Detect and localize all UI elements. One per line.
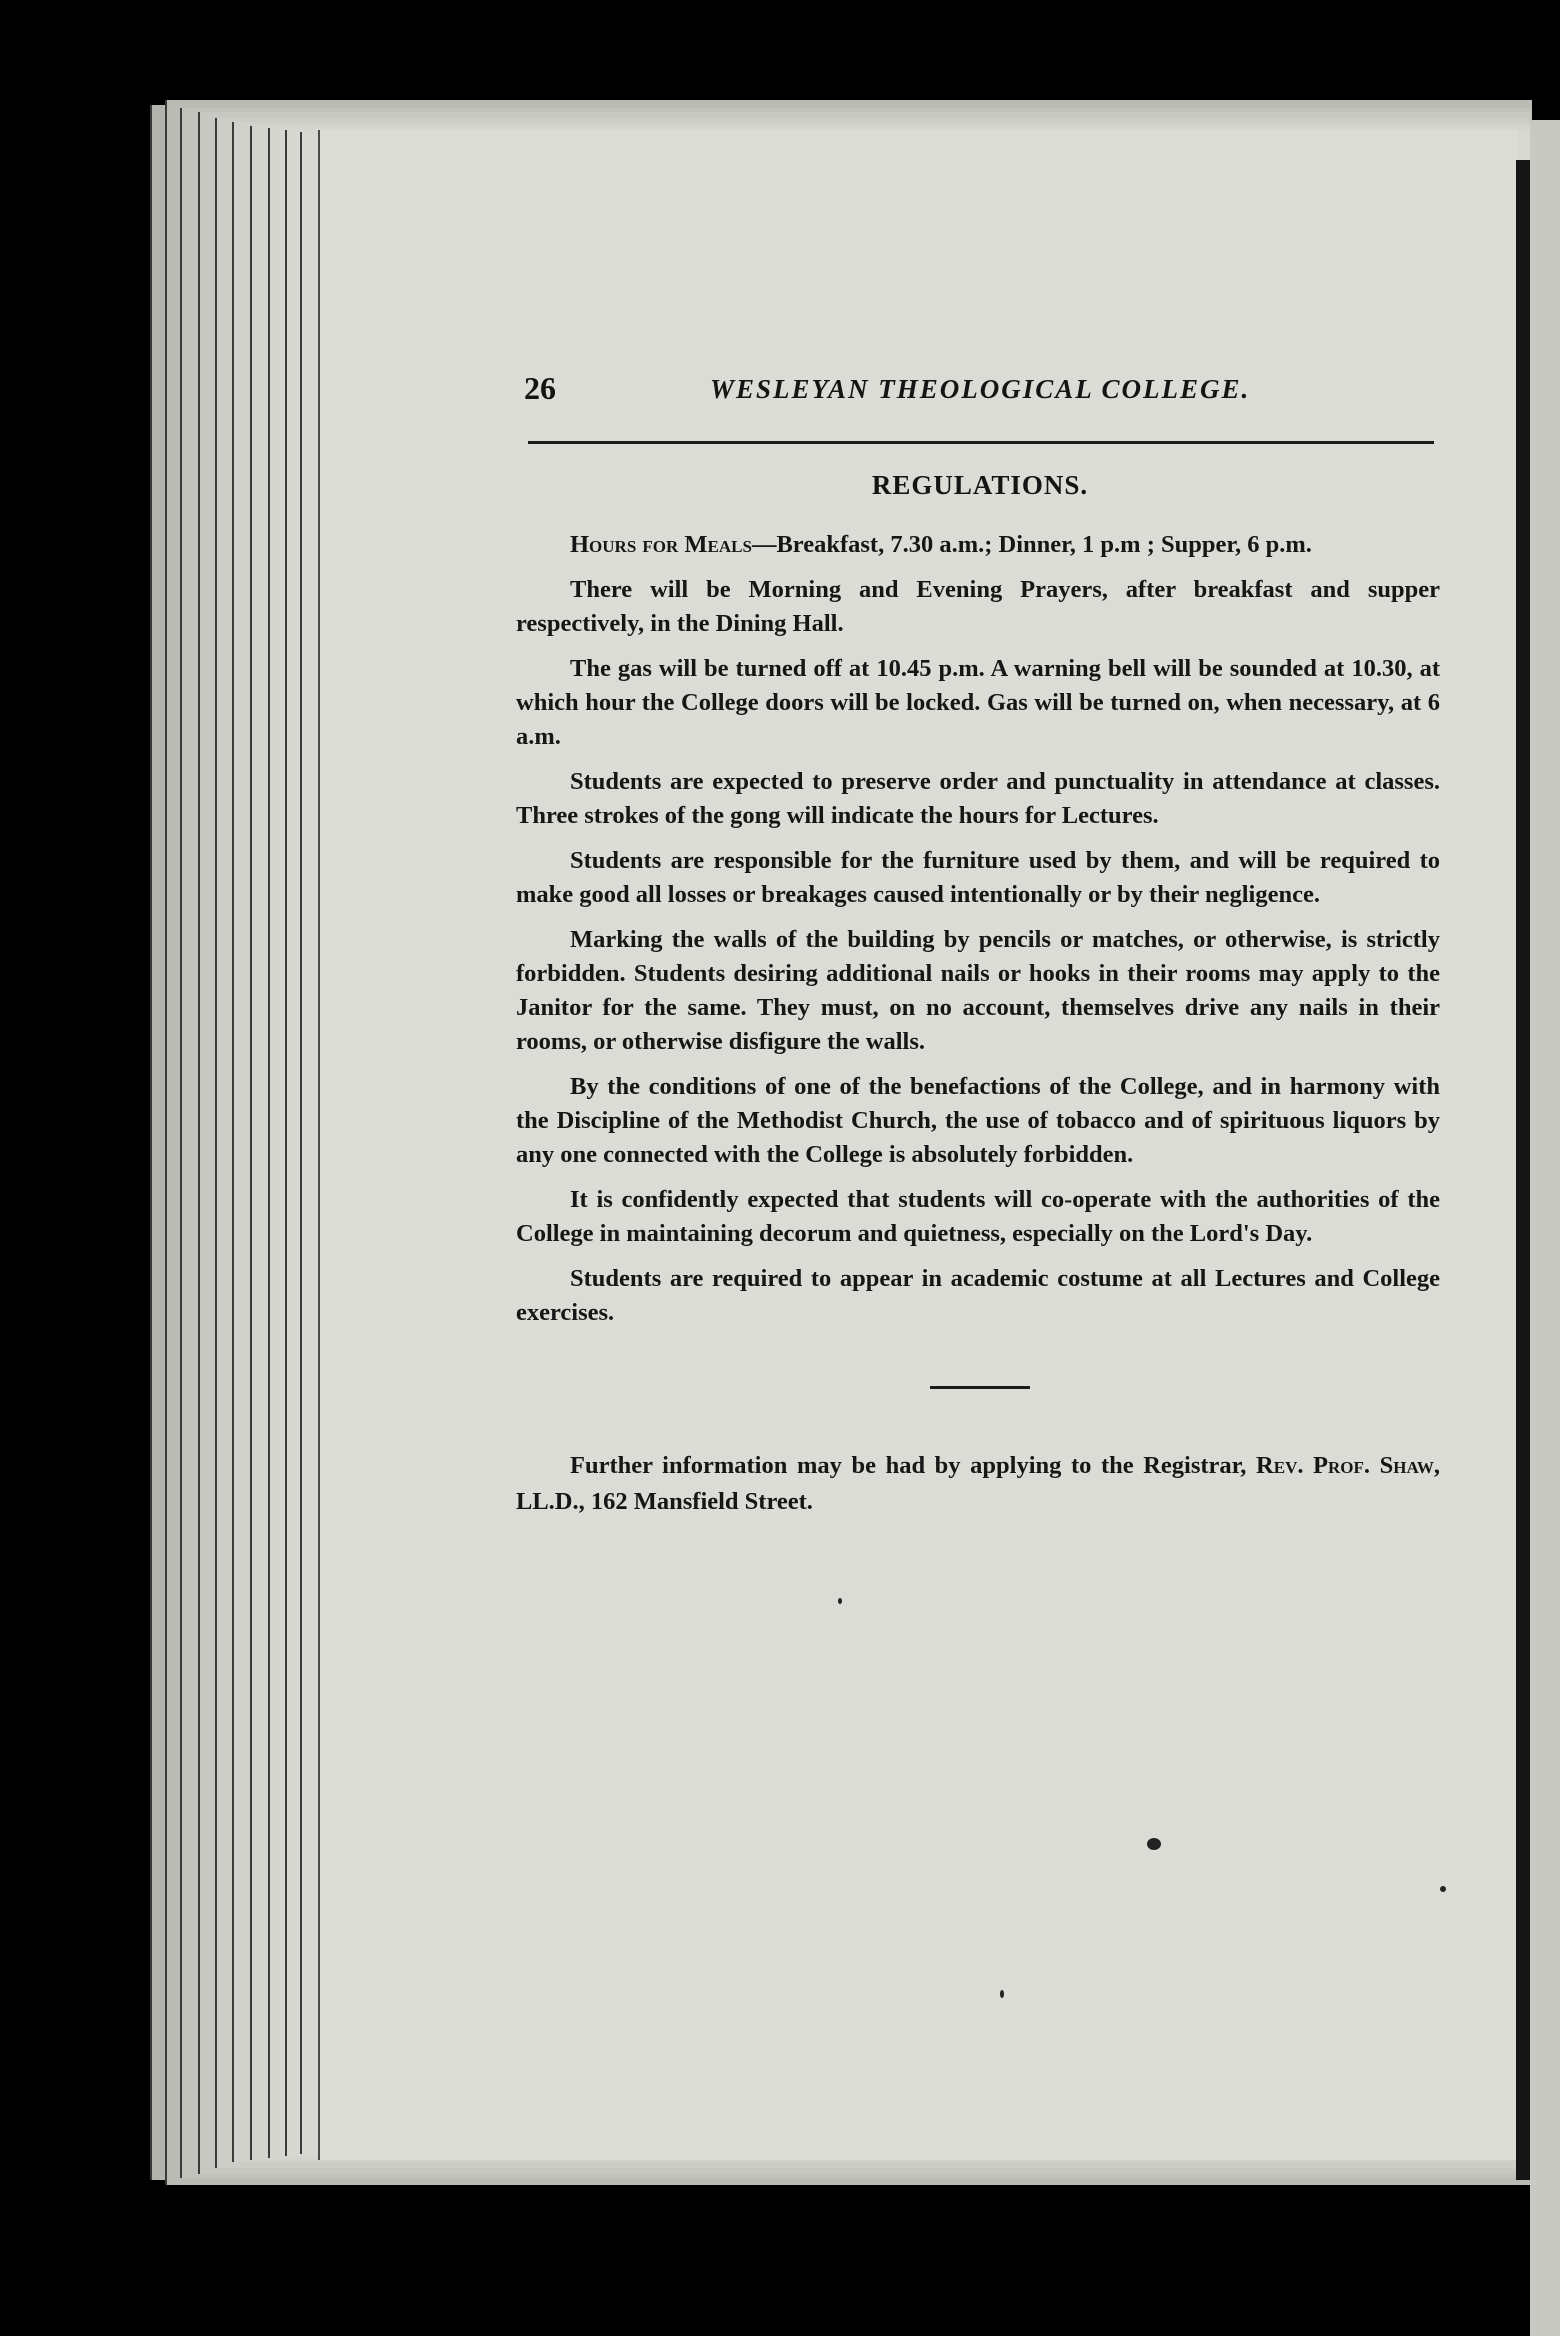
regulations-body (516, 528, 1440, 1341)
ink-speck (1440, 1886, 1446, 1892)
further-text-after: , LL.D., 162 Mansfield Street. (516, 1452, 1440, 1515)
regulation-paragraph: It is confidently expected that students will co-operate with the authorities of the College in maintaining decorum and quietness, especially on the Lord's Day. (516, 1186, 1440, 1247)
facing-page-edge (1530, 120, 1560, 2336)
page-number: 26 (524, 370, 556, 406)
meals-text: —Breakfast, 7.30 a.m.; Dinner, 1 p.m ; Supper, 6 p.m. (751, 531, 1312, 558)
registrar-name: Rev. Prof. Shaw (1256, 1452, 1434, 1479)
regulation-paragraph: Students are expected to preserve order and punctuality in attendance at classes. Three strokes of the gong will indicate the hours for Lectures. (516, 768, 1440, 829)
running-title: WESLEYAN THEOLOGICAL COLLEGE. (710, 374, 1251, 404)
regulation-paragraph: Students are required to appear in academic costume at all Lectures and College exercises. (516, 1265, 1440, 1326)
further-information-paragraph (516, 1448, 1440, 1520)
regulation-paragraph: The gas will be turned off at 10.45 p.m. A warning bell will be sounded at 10.30, at which hour the College doors will be locked. Gas will be turned on, when necessary, at 6 a.m. (516, 655, 1440, 750)
regulation-paragraph: By the conditions of one of the benefactions of the College, and in harmony with the Discipline of the Methodist Church, the use of tobacco and of spirituous liquors by any one connected with the College is absolutely forbidden. (516, 1073, 1440, 1168)
regulation-paragraph: There will be Morning and Evening Prayers, after breakfast and supper respectively, in the Dining Hall. (516, 576, 1440, 637)
regulation-paragraph: Marking the walls of the building by pencils or matches, or otherwise, is strictly forbidden. Students desiring additional nails or hooks in their rooms may apply to the Janitor for the same. They must, on no account, themselves drive any nails in their rooms, or otherwise disfigure the walls. (516, 926, 1440, 1055)
book-gutter (1516, 160, 1530, 2180)
further-information (516, 1448, 1440, 1520)
section-title: REGULATIONS. (871, 470, 1089, 500)
running-header (524, 370, 1436, 418)
section-divider (930, 1386, 1030, 1389)
header-rule (528, 441, 1434, 444)
ink-speck (1000, 1990, 1004, 1998)
meals-label: Hours for Meals (570, 531, 752, 558)
meals-paragraph (516, 528, 1440, 562)
further-text-before: Further information may be had by applying to the Registrar, (570, 1452, 1257, 1479)
regulation-paragraph: Students are responsible for the furniture used by them, and will be required to make good all losses or breakages caused intentionally or by their negligence. (516, 847, 1440, 908)
ink-speck (838, 1598, 842, 1604)
ink-speck (1147, 1838, 1161, 1850)
